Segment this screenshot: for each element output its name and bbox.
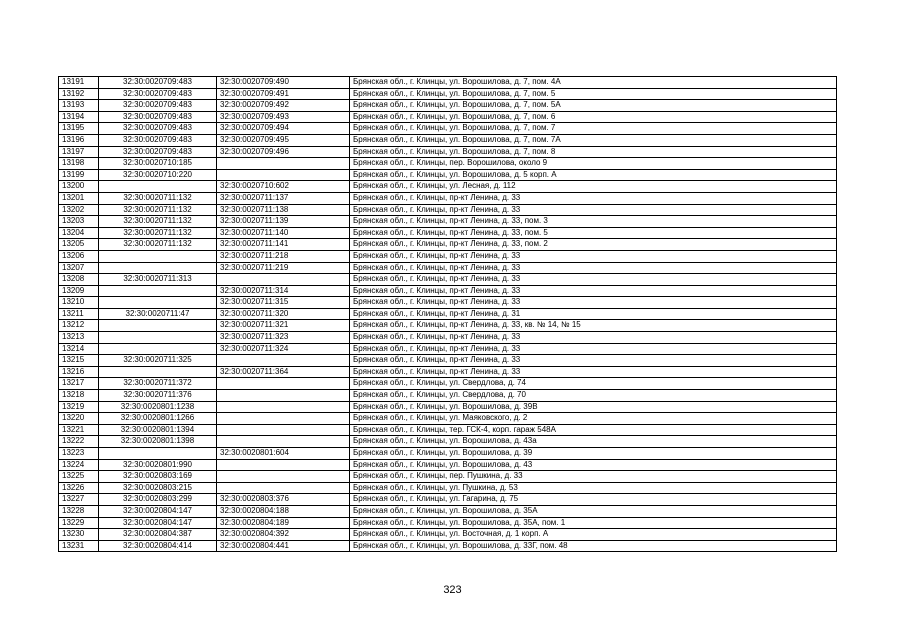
- row-number-cell: 13209: [59, 285, 99, 297]
- cadastral-number-cell: [217, 401, 350, 413]
- cadastral-number-cell: [217, 482, 350, 494]
- parent-cadastral-number-cell: 32:30:0020711:132: [99, 192, 217, 204]
- parent-cadastral-number-cell: 32:30:0020709:483: [99, 111, 217, 123]
- cadastral-number-cell: 32:30:0020709:490: [217, 77, 350, 89]
- parent-cadastral-number-cell: 32:30:0020804:414: [99, 540, 217, 552]
- row-number-cell: 13196: [59, 134, 99, 146]
- row-number-cell: 13229: [59, 517, 99, 529]
- parent-cadastral-number-cell: 32:30:0020803:215: [99, 482, 217, 494]
- row-number-cell: 13192: [59, 88, 99, 100]
- cadastral-number-cell: [217, 471, 350, 483]
- address-cell: Брянская обл., г. Клинцы, пр-кт Ленина, д. 33, пом. 2: [350, 239, 837, 251]
- row-number-cell: 13211: [59, 308, 99, 320]
- table-row: [59, 181, 837, 193]
- cadastral-number-cell: 32:30:0020804:189: [217, 517, 350, 529]
- address-cell: Брянская обл., г. Клинцы, ул. Ворошилова, д. 43: [350, 459, 837, 471]
- cadastral-number-cell: [217, 169, 350, 181]
- row-number-cell: 13203: [59, 216, 99, 228]
- cadastral-number-cell: [217, 355, 350, 367]
- address-cell: Брянская обл., г. Клинцы, ул. Ворошилова, д. 7, пом. 7А: [350, 134, 837, 146]
- parent-cadastral-number-cell: 32:30:0020710:220: [99, 169, 217, 181]
- parent-cadastral-number-cell: 32:30:0020801:1266: [99, 413, 217, 425]
- cadastral-number-cell: 32:30:0020804:392: [217, 529, 350, 541]
- parent-cadastral-number-cell: 32:30:0020803:169: [99, 471, 217, 483]
- row-number-cell: 13207: [59, 262, 99, 274]
- address-cell: Брянская обл., г. Клинцы, ул. Ворошилова, д. 35А: [350, 505, 837, 517]
- row-number-cell: 13198: [59, 158, 99, 170]
- row-number-cell: 13201: [59, 192, 99, 204]
- cadastral-number-cell: 32:30:0020711:218: [217, 250, 350, 262]
- cadastral-number-cell: [217, 378, 350, 390]
- page-number: 323: [443, 584, 462, 596]
- row-number-cell: 13199: [59, 169, 99, 181]
- table-row: [59, 401, 837, 413]
- row-number-cell: 13206: [59, 250, 99, 262]
- table-row: [59, 204, 837, 216]
- row-number-cell: 13193: [59, 100, 99, 112]
- address-cell: Брянская обл., г. Клинцы, тер. ГСК-4, корп. гараж 548А: [350, 424, 837, 436]
- parent-cadastral-number-cell: 32:30:0020804:147: [99, 517, 217, 529]
- table-row: [59, 216, 837, 228]
- cadastral-number-cell: [217, 424, 350, 436]
- address-cell: Брянская обл., г. Клинцы, ул. Восточная, д. 1 корп. А: [350, 529, 837, 541]
- table-row: [59, 239, 837, 251]
- row-number-cell: 13214: [59, 343, 99, 355]
- parent-cadastral-number-cell: [99, 285, 217, 297]
- table-row: [59, 320, 837, 332]
- table-row: [59, 100, 837, 112]
- row-number-cell: 13230: [59, 529, 99, 541]
- table-row: [59, 146, 837, 158]
- parent-cadastral-number-cell: [99, 181, 217, 193]
- parent-cadastral-number-cell: 32:30:0020709:483: [99, 134, 217, 146]
- address-cell: Брянская обл., г. Клинцы, пр-кт Ленина, д. 33, пом. 5: [350, 227, 837, 239]
- address-cell: Брянская обл., г. Клинцы, пр-кт Ленина, д. 33: [350, 297, 837, 309]
- row-number-cell: 13221: [59, 424, 99, 436]
- row-number-cell: 13200: [59, 181, 99, 193]
- address-cell: Брянская обл., г. Клинцы, ул. Ворошилова, д. 39: [350, 448, 837, 460]
- parent-cadastral-number-cell: 32:30:0020709:483: [99, 146, 217, 158]
- parent-cadastral-number-cell: 32:30:0020803:299: [99, 494, 217, 506]
- parent-cadastral-number-cell: 32:30:0020710:185: [99, 158, 217, 170]
- parent-cadastral-number-cell: 32:30:0020709:483: [99, 123, 217, 135]
- cadastral-number-cell: 32:30:0020711:315: [217, 297, 350, 309]
- address-cell: Брянская обл., г. Клинцы, пр-кт Ленина, д. 33, кв. № 14, № 15: [350, 320, 837, 332]
- table-row: [59, 459, 837, 471]
- parent-cadastral-number-cell: 32:30:0020711:132: [99, 227, 217, 239]
- cadastral-number-cell: 32:30:0020711:140: [217, 227, 350, 239]
- table-row: [59, 192, 837, 204]
- row-number-cell: 13218: [59, 390, 99, 402]
- row-number-cell: 13216: [59, 366, 99, 378]
- address-cell: Брянская обл., г. Клинцы, ул. Гагарина, д. 75: [350, 494, 837, 506]
- cadastral-number-cell: 32:30:0020709:494: [217, 123, 350, 135]
- address-cell: Брянская обл., г. Клинцы, пр-кт Ленина, д. 33: [350, 366, 837, 378]
- parent-cadastral-number-cell: 32:30:0020711:313: [99, 274, 217, 286]
- parent-cadastral-number-cell: 32:30:0020804:147: [99, 505, 217, 517]
- table-row: [59, 355, 837, 367]
- table-row: [59, 378, 837, 390]
- address-cell: Брянская обл., г. Клинцы, пр-кт Ленина, д. 31: [350, 308, 837, 320]
- cadastral-number-cell: 32:30:0020711:137: [217, 192, 350, 204]
- address-cell: Брянская обл., г. Клинцы, ул. Ворошилова, д. 7, пом. 8: [350, 146, 837, 158]
- cadastral-number-cell: 32:30:0020711:141: [217, 239, 350, 251]
- cadastral-number-cell: 32:30:0020804:188: [217, 505, 350, 517]
- row-number-cell: 13212: [59, 320, 99, 332]
- row-number-cell: 13215: [59, 355, 99, 367]
- row-number-cell: 13222: [59, 436, 99, 448]
- table-row: [59, 250, 837, 262]
- parent-cadastral-number-cell: [99, 320, 217, 332]
- table-row: [59, 436, 837, 448]
- cadastral-number-cell: 32:30:0020711:324: [217, 343, 350, 355]
- address-cell: Брянская обл., г. Клинцы, ул. Лесная, д. 112: [350, 181, 837, 193]
- row-number-cell: 13195: [59, 123, 99, 135]
- row-number-cell: 13208: [59, 274, 99, 286]
- cadastral-number-cell: 32:30:0020709:492: [217, 100, 350, 112]
- cadastral-number-cell: 32:30:0020804:441: [217, 540, 350, 552]
- cadastral-number-cell: 32:30:0020711:321: [217, 320, 350, 332]
- table-row: [59, 123, 837, 135]
- parent-cadastral-number-cell: [99, 250, 217, 262]
- parent-cadastral-number-cell: 32:30:0020709:483: [99, 100, 217, 112]
- cadastral-number-cell: 32:30:0020709:493: [217, 111, 350, 123]
- parent-cadastral-number-cell: 32:30:0020711:132: [99, 239, 217, 251]
- address-cell: Брянская обл., г. Клинцы, ул. Ворошилова, д. 33Г, пом. 48: [350, 540, 837, 552]
- row-number-cell: 13231: [59, 540, 99, 552]
- cadastral-number-cell: 32:30:0020801:604: [217, 448, 350, 460]
- row-number-cell: 13202: [59, 204, 99, 216]
- parent-cadastral-number-cell: 32:30:0020711:132: [99, 216, 217, 228]
- parent-cadastral-number-cell: [99, 297, 217, 309]
- cadastral-number-cell: [217, 390, 350, 402]
- address-cell: Брянская обл., г. Клинцы, пр-кт Ленина, д. 33: [350, 274, 837, 286]
- table-row: [59, 274, 837, 286]
- table-row: [59, 448, 837, 460]
- address-cell: Брянская обл., г. Клинцы, ул. Пушкина, д. 53: [350, 482, 837, 494]
- table-row: [59, 262, 837, 274]
- table-row: [59, 77, 837, 89]
- row-number-cell: 13217: [59, 378, 99, 390]
- parent-cadastral-number-cell: 32:30:0020804:387: [99, 529, 217, 541]
- row-number-cell: 13194: [59, 111, 99, 123]
- table-row: [59, 158, 837, 170]
- row-number-cell: 13226: [59, 482, 99, 494]
- table-row: [59, 505, 837, 517]
- parent-cadastral-number-cell: 32:30:0020801:1398: [99, 436, 217, 448]
- table-row: [59, 169, 837, 181]
- table-row: [59, 424, 837, 436]
- parent-cadastral-number-cell: [99, 343, 217, 355]
- cadastral-number-cell: [217, 413, 350, 425]
- address-cell: Брянская обл., г. Клинцы, пер. Ворошилова, около 9: [350, 158, 837, 170]
- address-cell: Брянская обл., г. Клинцы, пер. Пушкина, д. 33: [350, 471, 837, 483]
- table-row: [59, 482, 837, 494]
- table-row: [59, 529, 837, 541]
- table-row: [59, 540, 837, 552]
- address-cell: Брянская обл., г. Клинцы, пр-кт Ленина, д. 33: [350, 204, 837, 216]
- table-row: [59, 297, 837, 309]
- table-row: [59, 366, 837, 378]
- cadastral-number-cell: [217, 459, 350, 471]
- cadastral-number-cell: 32:30:0020709:495: [217, 134, 350, 146]
- table-row: [59, 494, 837, 506]
- row-number-cell: 13205: [59, 239, 99, 251]
- address-cell: Брянская обл., г. Клинцы, ул. Ворошилова, д. 7, пом. 7: [350, 123, 837, 135]
- parent-cadastral-number-cell: [99, 262, 217, 274]
- parent-cadastral-number-cell: 32:30:0020801:1238: [99, 401, 217, 413]
- address-cell: Брянская обл., г. Клинцы, ул. Ворошилова, д. 35А, пом. 1: [350, 517, 837, 529]
- cadastral-number-cell: 32:30:0020711:314: [217, 285, 350, 297]
- cadastral-number-cell: [217, 436, 350, 448]
- address-cell: Брянская обл., г. Клинцы, пр-кт Ленина, д. 33: [350, 332, 837, 344]
- address-cell: Брянская обл., г. Клинцы, пр-кт Ленина, д. 33, пом. 3: [350, 216, 837, 228]
- parent-cadastral-number-cell: 32:30:0020711:372: [99, 378, 217, 390]
- cadastral-number-cell: 32:30:0020711:139: [217, 216, 350, 228]
- table-row: [59, 517, 837, 529]
- parent-cadastral-number-cell: 32:30:0020709:483: [99, 77, 217, 89]
- row-number-cell: 13228: [59, 505, 99, 517]
- address-cell: Брянская обл., г. Клинцы, ул. Ворошилова, д. 7, пом. 5А: [350, 100, 837, 112]
- cadastral-number-cell: 32:30:0020711:219: [217, 262, 350, 274]
- parent-cadastral-number-cell: [99, 448, 217, 460]
- row-number-cell: 13219: [59, 401, 99, 413]
- address-cell: Брянская обл., г. Клинцы, ул. Свердлова, д. 70: [350, 390, 837, 402]
- row-number-cell: 13227: [59, 494, 99, 506]
- cadastral-number-cell: 32:30:0020711:320: [217, 308, 350, 320]
- parent-cadastral-number-cell: 32:30:0020711:132: [99, 204, 217, 216]
- row-number-cell: 13220: [59, 413, 99, 425]
- row-number-cell: 13225: [59, 471, 99, 483]
- table-row: [59, 227, 837, 239]
- cadastral-number-cell: 32:30:0020710:602: [217, 181, 350, 193]
- address-cell: Брянская обл., г. Клинцы, ул. Ворошилова, д. 7, пом. 6: [350, 111, 837, 123]
- cadastral-number-cell: 32:30:0020709:491: [217, 88, 350, 100]
- cadastral-number-cell: 32:30:0020711:138: [217, 204, 350, 216]
- address-cell: Брянская обл., г. Клинцы, пр-кт Ленина, д. 33: [350, 192, 837, 204]
- table-row: [59, 390, 837, 402]
- address-cell: Брянская обл., г. Клинцы, пр-кт Ленина, д. 33: [350, 355, 837, 367]
- address-cell: Брянская обл., г. Клинцы, пр-кт Ленина, д. 33: [350, 343, 837, 355]
- parent-cadastral-number-cell: [99, 332, 217, 344]
- address-cell: Брянская обл., г. Клинцы, ул. Ворошилова, д. 7, пом. 4А: [350, 77, 837, 89]
- row-number-cell: 13223: [59, 448, 99, 460]
- parent-cadastral-number-cell: 32:30:0020801:990: [99, 459, 217, 471]
- parent-cadastral-number-cell: [99, 366, 217, 378]
- registry-table: [58, 76, 837, 552]
- table-row: [59, 134, 837, 146]
- address-cell: Брянская обл., г. Клинцы, пр-кт Ленина, д. 33: [350, 262, 837, 274]
- address-cell: Брянская обл., г. Клинцы, пр-кт Ленина, д. 33: [350, 285, 837, 297]
- row-number-cell: 13197: [59, 146, 99, 158]
- row-number-cell: 13204: [59, 227, 99, 239]
- address-cell: Брянская обл., г. Клинцы, ул. Маяковского, д. 2: [350, 413, 837, 425]
- table-row: [59, 308, 837, 320]
- parent-cadastral-number-cell: 32:30:0020709:483: [99, 88, 217, 100]
- row-number-cell: 13191: [59, 77, 99, 89]
- address-cell: Брянская обл., г. Клинцы, ул. Ворошилова, д. 43а: [350, 436, 837, 448]
- row-number-cell: 13224: [59, 459, 99, 471]
- row-number-cell: 13213: [59, 332, 99, 344]
- parent-cadastral-number-cell: 32:30:0020711:376: [99, 390, 217, 402]
- table-row: [59, 413, 837, 425]
- cadastral-number-cell: 32:30:0020709:496: [217, 146, 350, 158]
- cadastral-number-cell: 32:30:0020803:376: [217, 494, 350, 506]
- address-cell: Брянская обл., г. Клинцы, ул. Ворошилова, д. 7, пом. 5: [350, 88, 837, 100]
- cadastral-number-cell: 32:30:0020711:323: [217, 332, 350, 344]
- cadastral-number-cell: [217, 158, 350, 170]
- table-row: [59, 343, 837, 355]
- address-cell: Брянская обл., г. Клинцы, ул. Ворошилова, д. 5 корп. А: [350, 169, 837, 181]
- table-row: [59, 332, 837, 344]
- cadastral-number-cell: [217, 274, 350, 286]
- table-row: [59, 88, 837, 100]
- table-row: [59, 471, 837, 483]
- table-row: [59, 111, 837, 123]
- cadastral-number-cell: 32:30:0020711:364: [217, 366, 350, 378]
- row-number-cell: 13210: [59, 297, 99, 309]
- registry-table-body: [59, 77, 837, 552]
- table-row: [59, 285, 837, 297]
- address-cell: Брянская обл., г. Клинцы, пр-кт Ленина, д. 33: [350, 250, 837, 262]
- parent-cadastral-number-cell: 32:30:0020711:47: [99, 308, 217, 320]
- parent-cadastral-number-cell: 32:30:0020711:325: [99, 355, 217, 367]
- address-cell: Брянская обл., г. Клинцы, ул. Свердлова, д. 74: [350, 378, 837, 390]
- parent-cadastral-number-cell: 32:30:0020801:1394: [99, 424, 217, 436]
- address-cell: Брянская обл., г. Клинцы, ул. Ворошилова, д. 39В: [350, 401, 837, 413]
